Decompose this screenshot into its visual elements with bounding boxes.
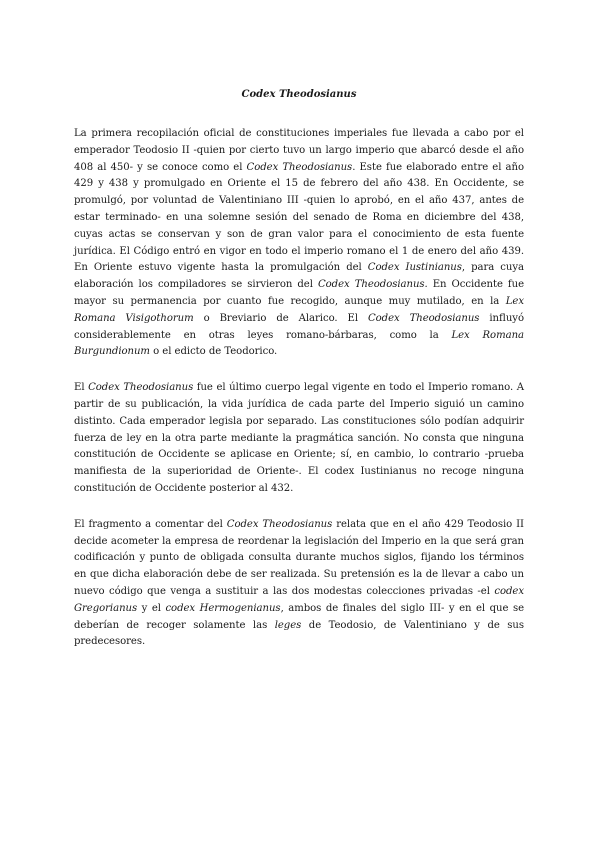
paragraph-2: [74, 380, 524, 498]
text-run: fue el último cuerpo legal vigente en todo el Imperio romano. A partir de su publicación, la vida jurídica de cada parte del Imperio siguió un camino distinto. Cada emperador legisla por separado. Las constituciones sólo podían adquirir fuerza de ley en la otra parte mediante la pragmática sanción. No consta que ninguna constitución de Occidente se aplicase en Oriente; sí, en cambio, lo contrario -prueba manifiesta de la superioridad de Oriente-. El codex Iustinianus no recoge ninguna constitución de Occidente posterior al 432.: [74, 382, 524, 494]
document-body: [74, 126, 524, 651]
italic-term: Lex Romana Visigothorum: [74, 295, 524, 324]
text-run: El: [74, 382, 89, 394]
document-title: Codex Theodosianus: [241, 89, 357, 100]
text-run: y el: [137, 602, 166, 614]
italic-term: Codex Theodosianus: [246, 161, 353, 173]
paragraph-3: [74, 517, 524, 651]
text-run: . Este fue elaborado entre el año 429 y 438 y promulgado en Oriente el 15 de febrero del año 438. En Occidente, se promulgó, por voluntad de Valentiniano III -quien lo aprobó, en el año 437, antes de estar terminado- en una solemne sesión del senado de Roma en diciembre del 438, cuyas actas se conservan y son de gran valor para el conocimiento de esta fuente jurídica. El Código entró en vigor en todo el imperio romano el 1 de enero del año 439. En Oriente estuvo vigente hasta la promulgación del: [74, 161, 524, 274]
italic-term: codex Hermogenianus: [165, 602, 281, 614]
italic-term: Lex Romana Burgundionum: [74, 329, 524, 358]
text-run: o el edicto de Teodorico.: [149, 346, 278, 358]
text-run: La primera recopilación oficial de constituciones imperiales fue llevada a cabo por el emperador Teodosio II -quien por cierto tuvo un largo imperio que abarcó desde el año 408 al 450- y se conoce como el: [74, 128, 524, 173]
italic-term: leges: [274, 619, 302, 631]
text-run: de Teodosio, de Valentiniano y de sus predecesores.: [74, 619, 524, 648]
text-run: , para cuya elaboración los compiladores se sirvieron del: [74, 262, 524, 291]
text-run: . En Occidente fue mayor su permanencia por cuanto fue recogido, aunque muy mutilado, en la: [74, 279, 524, 307]
text-run: o Breviario de Alarico. El: [193, 312, 368, 324]
text-run: , ambos de finales del siglo III- y en el que se deberían de recoger solamente las: [74, 602, 525, 631]
italic-term: Codex Theodosianus: [226, 518, 333, 530]
italic-term: Codex Theodosianus: [367, 312, 480, 324]
text-run: El fragmento a comentar del: [74, 518, 227, 530]
italic-term: Codex Theodosianus: [88, 382, 194, 394]
italic-term: Codex Iustinianus: [367, 262, 462, 274]
italic-term: Codex Theodosianus: [317, 279, 425, 291]
italic-term: codex Gregorianus: [74, 585, 524, 614]
text-run: relata que en el año 429 Teodosio II decide acometer la empresa de reordenar la legislación del Imperio en la que será gran codificación y punto de obligada consulta durante muchos siglos, fijando los términos en que dicha elaboración debe de ser realizada. Su pretensión es la de llevar a cabo un nuevo código que venga a sustituir a las dos modestas colecciones privadas -el: [74, 518, 524, 597]
text-run: influyó considerablemente en otras leyes romano-bárbaras, como la: [74, 312, 524, 341]
paragraph-1: [74, 126, 524, 361]
